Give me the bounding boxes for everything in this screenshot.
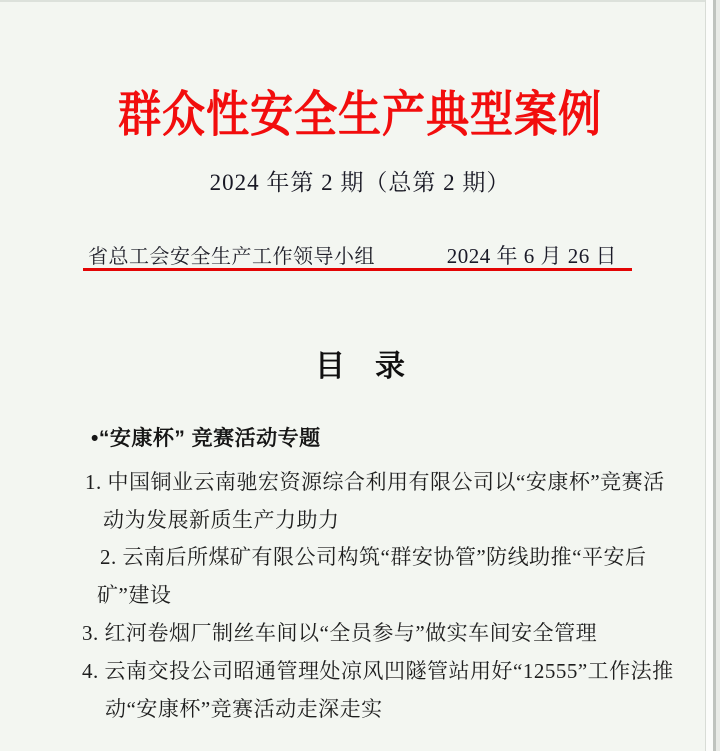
toc-item-1-line-2: 动为发展新质生产力助力	[103, 508, 340, 532]
toc-item-4-line-1: 4. 云南交投公司昭通管理处凉风凹隧管站用好“12555”工作法推	[82, 659, 674, 683]
toc-item-1-line-1: 1. 中国铜业云南驰宏资源综合利用有限公司以“安康杯”竞赛活	[85, 470, 665, 494]
scan-top-edge	[0, 0, 720, 2]
masthead-row	[88, 240, 617, 270]
document-title: 群众性安全生产典型案例	[117, 87, 602, 142]
toc-item-3-line-1: 3. 红河卷烟厂制丝车间以“全员参与”做实车间安全管理	[82, 621, 598, 645]
toc-item-2-line-1: 2. 云南后所煤矿有限公司构筑“群安协管”防线助推“平安后	[100, 545, 647, 569]
toc-item-4-line-2: 动“安康杯”竞赛活动走深走实	[105, 697, 383, 721]
publication-date: 2024 年 6 月 26 日	[446, 244, 617, 268]
issue-number-line: 2024 年第 2 期（总第 2 期）	[209, 170, 511, 195]
red-divider-rule	[83, 268, 632, 271]
scan-right-edge-white	[706, 0, 713, 751]
toc-item-2-line-2: 矿”建设	[97, 583, 172, 607]
toc-section-title: •“安康杯” 竞赛活动专题	[91, 427, 321, 450]
issuer-name: 省总工会安全生产工作领导小组	[88, 246, 375, 268]
toc-heading: 目 录	[315, 350, 405, 383]
scan-right-edge-outer	[716, 0, 720, 751]
